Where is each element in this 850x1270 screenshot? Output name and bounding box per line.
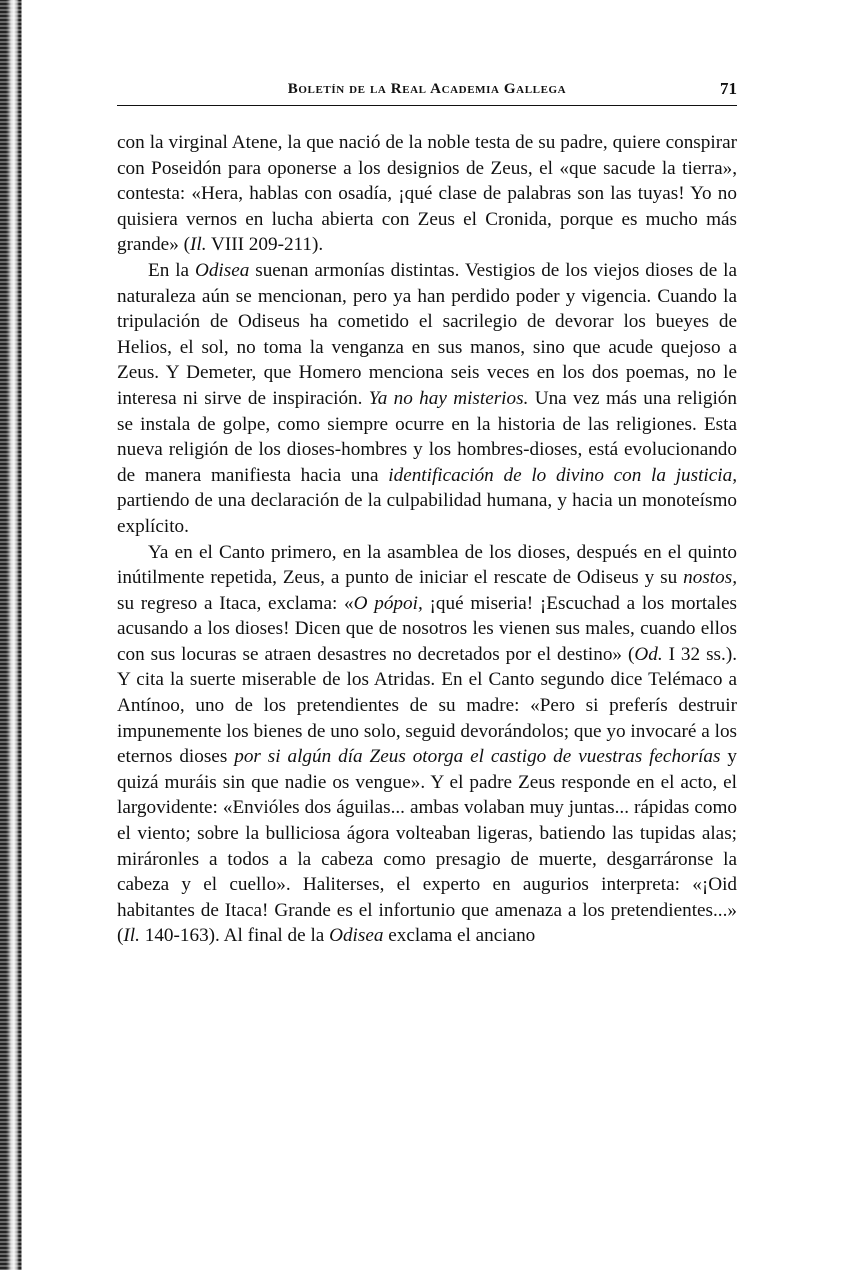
paragraph <box>117 258 737 540</box>
header-rule <box>117 105 737 106</box>
text-segment: ¡qué miseria! ¡Escuchad a los mortales acusando a los dioses! Dicen que de nosotros les vienen sus males, cuando ellos con sus locuras se atraen desastres no decretados por el destino» ( <box>117 592 738 665</box>
citation-italic: Od. <box>634 643 663 665</box>
title-italic: Odisea <box>194 259 250 281</box>
text-segment: 140-163). Al final de la <box>139 925 330 947</box>
emphasis-italic: identificación de lo divino con la justicia, <box>388 464 737 486</box>
citation-italic: Il. <box>189 234 207 256</box>
page-number: 71 <box>720 79 737 98</box>
body-text <box>117 130 737 949</box>
emphasis-italic: Ya no hay misterios. <box>368 387 529 409</box>
text-segment: Una vez más una religión se instala de golpe, como siempre ocurre en la historia de las religiones. Esta nueva religión de los dioses-hombres y los hombres-dioses, está evolucionando de manera manifiesta hacia una <box>117 387 737 486</box>
paragraph <box>117 540 737 950</box>
citation-italic: Il. <box>123 925 140 947</box>
text-segment: VIII 209-211). <box>206 234 324 256</box>
paragraph <box>117 130 737 258</box>
term-italic: nostos, <box>683 567 737 589</box>
title-italic: Odisea <box>329 925 384 947</box>
text-segment: En la <box>148 259 195 281</box>
text-segment: Ya en el Canto primero, en la asamblea de los dioses, después en el quinto inútilmente repetida, Zeus, a punto de iniciar el rescate de Odiseus y su <box>117 541 737 589</box>
text-segment: con la virginal Atene, la que nació de la noble testa de su padre, quiere conspirar con Poseidón para oponerse a los designios de Zeus, el «que sacude la tierra», contesta: «Hera, hablas con osadía, ¡qué clase de palabras son las tuyas! Yo no quisiera vernos en lucha abierta con Zeus el Cronida, porque es mucho más grande» ( <box>117 132 737 256</box>
greek-italic: O pópoi, <box>353 592 423 614</box>
text-segment: I 32 ss.). Y cita la suerte miserable de los Atridas. En el Canto segundo dice Telémaco a Antínoo, uno de los pretendientes de su madre: «Pero si preferís destruir impunemente los bienes de uno solo, seguid devorándolos; que yo invocaré a los eternos dioses <box>117 643 737 768</box>
text-segment: su regreso a Itaca, exclama: « <box>117 592 354 614</box>
text-segment: y quizá muráis sin que nadie os vengue». Y el padre Zeus responde en el acto, el largovidente: «Envióles dos águilas... ambas volaban muy juntas... rápidas como el viento; sobre la bulliciosa ágora volteaban ligeras, batiendo las tupidas alas; miráronles a todos a la cabeza como presagio de muerte, desgarráronse la cabeza y el cuello». Haliterses, el experto en augurios interpreta: «¡Oid habitantes de Itaca! Grande es el infortunio que amenaza a los pretendientes...» ( <box>117 746 737 947</box>
text-segment: exclama el anciano <box>383 925 536 947</box>
page-header <box>117 78 737 104</box>
text-segment: partiendo de una declaración de la culpabilidad humana, y hacia un monoteísmo explícito. <box>117 490 737 537</box>
page-binding-shadow <box>0 0 22 1270</box>
text-segment: suenan armonías distintas. Vestigios de los viejos dioses de la naturaleza aún se mencionan, pero ya han perdido poder y vigencia. Cuando la tripulación de Odiseus ha cometido el sacrilegio de devorar los bueyes de Helios, el sol, no toma la venganza en sus manos, sino que acude quejoso a Zeus. Y Demeter, que Homero menciona seis veces en los dos poemas, no le interesa ni sirve de inspiración. <box>117 259 737 409</box>
running-title: Boletín de la Real Academia Gallega <box>287 81 567 97</box>
emphasis-italic: por si algún día Zeus otorga el castigo de vuestras fechorías <box>234 746 721 768</box>
